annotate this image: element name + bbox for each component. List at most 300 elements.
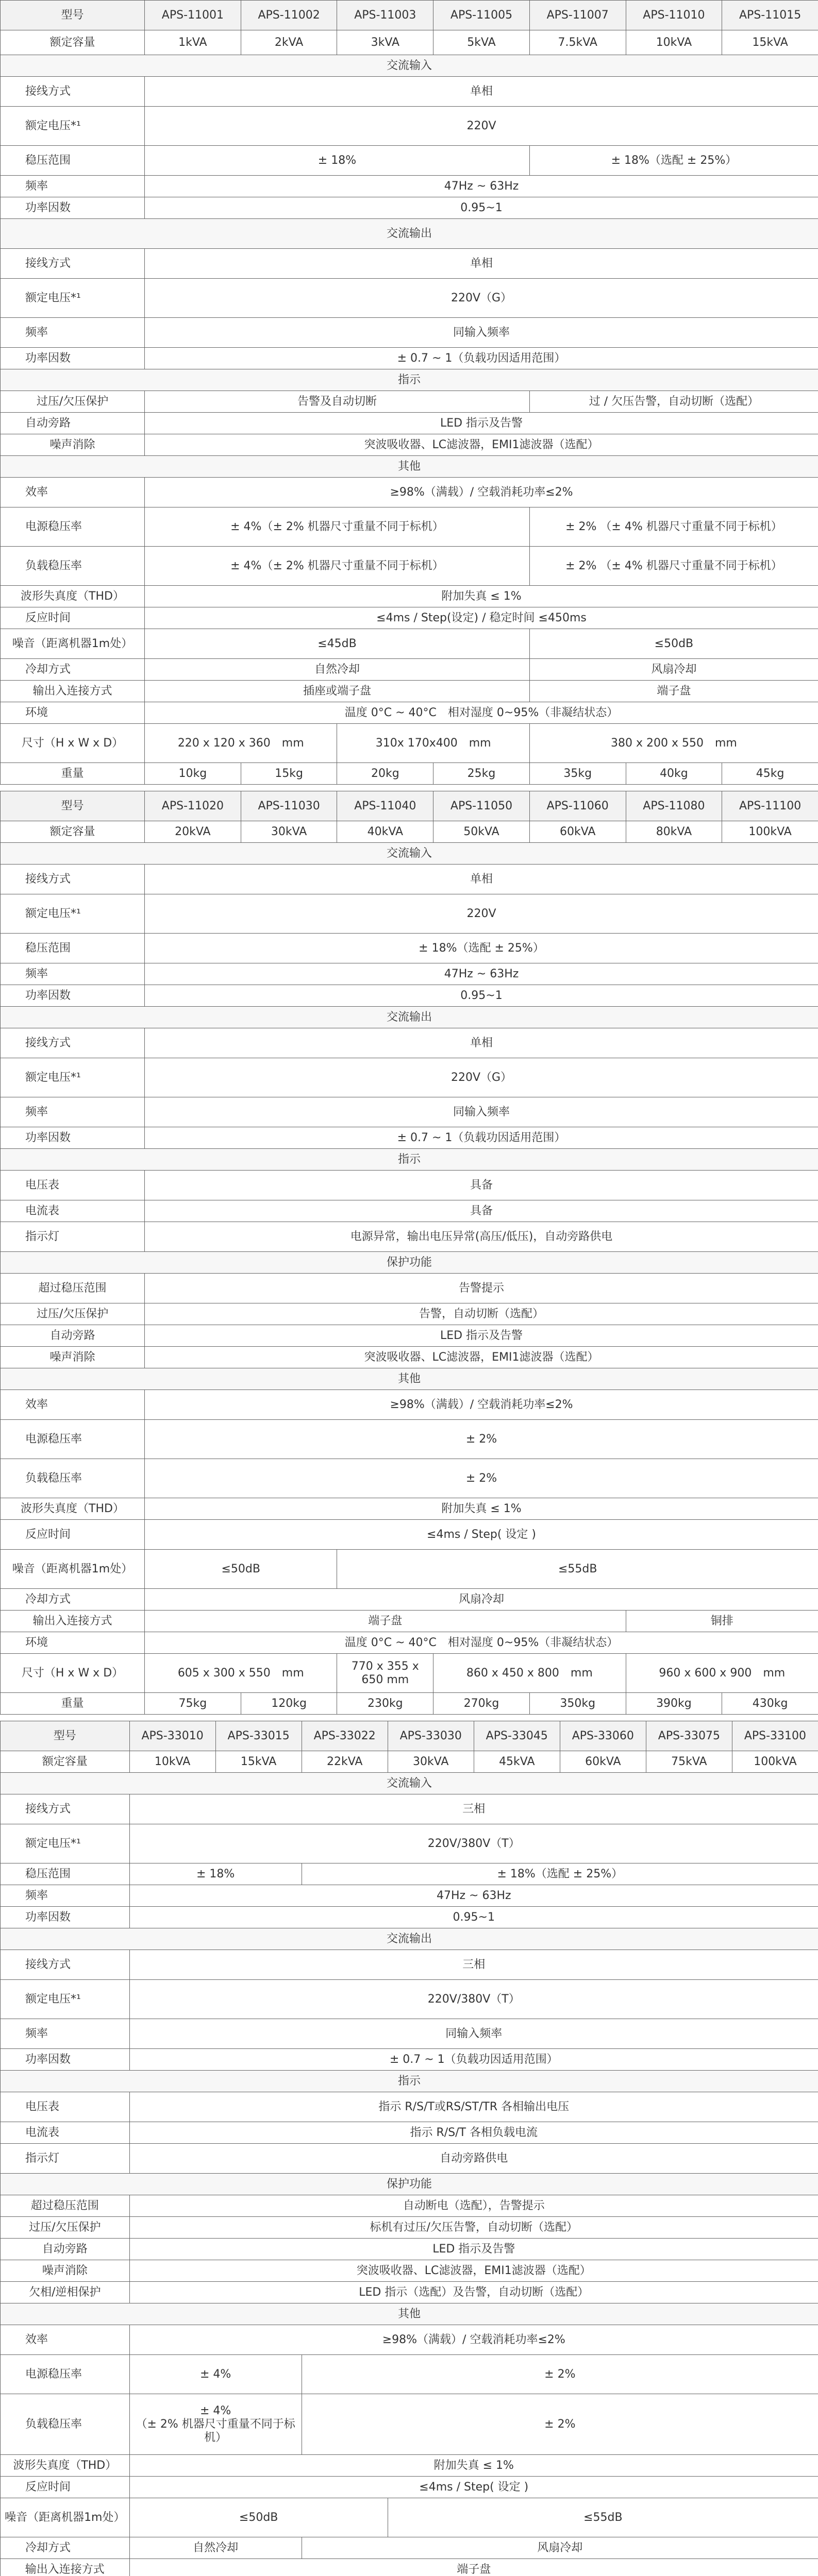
- spec-value: 风扇冷却: [302, 2537, 818, 2559]
- spec-row: [1, 1420, 818, 1459]
- spec-row: [1, 1222, 818, 1252]
- spec-label: 效率: [1, 2325, 130, 2355]
- spec-label: 波形失真度（THD）: [1, 2455, 130, 2477]
- spec-value: LED 指示及告警: [145, 413, 818, 434]
- spec-label: 波形失真度（THD）: [1, 1498, 145, 1520]
- spec-row: [1, 2260, 818, 2282]
- spec-row: [1, 681, 818, 702]
- spec-value: 突波吸收器、LC滤波器，EMI1滤波器（选配）: [129, 2260, 818, 2282]
- section-title: 交流输入: [1, 843, 818, 865]
- spec-value: ≤55dB: [337, 1550, 818, 1589]
- spec-row: [1, 702, 818, 724]
- spec-value: 40kVA: [337, 821, 433, 843]
- section-title: 保护功能: [1, 2174, 818, 2195]
- spec-row: [1, 2498, 818, 2537]
- spec-label: 负载稳压率: [1, 547, 145, 586]
- section-header-row: [1, 2174, 818, 2195]
- spec-value: ≤4ms / Step(设定) / 稳定时间 ≤450ms: [145, 607, 818, 629]
- spec-label: 额定容量: [1, 30, 145, 55]
- spec-value: APS-11080: [626, 791, 722, 821]
- spec-value: 350kg: [529, 1693, 626, 1715]
- spec-value: 告警及自动切断: [145, 391, 530, 413]
- spec-row: [1, 1611, 818, 1632]
- spec-row: [1, 1824, 818, 1863]
- spec-value: 3kVA: [337, 30, 433, 55]
- spec-row: [1, 107, 818, 146]
- spec-value: 附加失真 ≤ 1%: [145, 1498, 818, 1520]
- spec-value: 单相: [145, 1028, 818, 1058]
- spec-label: 接线方式: [1, 1950, 130, 1980]
- spec-value: 标机有过压/欠压告警，自动切断（选配）: [129, 2217, 818, 2239]
- spec-row: [1, 1520, 818, 1550]
- spec-value: 605 x 300 x 550 mm: [145, 1654, 337, 1693]
- spec-label: 自动旁路: [1, 413, 145, 434]
- spec-label: 额定电压*¹: [1, 279, 145, 318]
- spec-value: ≥98%（满载）/ 空载消耗功率≤2%: [145, 478, 818, 507]
- spec-row: [1, 1459, 818, 1498]
- spec-row: [1, 1794, 818, 1824]
- spec-row: [1, 1303, 818, 1325]
- spec-value: ≥98%（满载）/ 空载消耗功率≤2%: [145, 1390, 818, 1420]
- spec-value: 60kVA: [529, 821, 626, 843]
- spec-label: 接线方式: [1, 865, 145, 894]
- model-header-row: [1, 1721, 818, 1751]
- spec-label: 噪声消除: [1, 1347, 145, 1368]
- spec-row: [1, 2477, 818, 2498]
- spec-row: [1, 894, 818, 934]
- spec-label: 指示灯: [1, 2144, 130, 2174]
- section-title: 其他: [1, 2303, 818, 2325]
- spec-label: 型号: [1, 1721, 130, 1751]
- spec-value: 同输入频率: [145, 1097, 818, 1127]
- spec-row: [1, 763, 818, 785]
- spec-row: [1, 2144, 818, 2174]
- spec-value: 220V（G）: [145, 1058, 818, 1097]
- spec-value: 自动旁路供电: [129, 2144, 818, 2174]
- spec-row: [1, 1200, 818, 1222]
- spec-label: 频率: [1, 2019, 130, 2049]
- spec-row: [1, 547, 818, 586]
- spec-label: 频率: [1, 1097, 145, 1127]
- spec-label: 稳压范围: [1, 934, 145, 963]
- section-header-row: [1, 456, 818, 478]
- spec-row: [1, 1654, 818, 1693]
- spec-label: 冷却方式: [1, 1589, 145, 1611]
- spec-value: 15kVA: [215, 1751, 302, 1773]
- spec-value: ± 4%（± 2% 机器尺寸重量不同于标机）: [145, 547, 530, 586]
- section-title: 交流输出: [1, 219, 818, 249]
- spec-label: 额定电压*¹: [1, 894, 145, 934]
- spec-row: [1, 985, 818, 1007]
- spec-value: ± 0.7 ~ 1（负载功因适用范围）: [129, 2049, 818, 2071]
- spec-value: ± 18%（选配 ± 25%）: [529, 146, 818, 176]
- spec-value: 0.95~1: [145, 197, 818, 219]
- spec-row: [1, 434, 818, 456]
- spec-value: 230kg: [337, 1693, 433, 1715]
- spec-value: 15kVA: [722, 30, 818, 55]
- spec-row: [1, 478, 818, 507]
- spec-label: 超过稳压范围: [1, 2195, 130, 2217]
- spec-label: 噪音（距离机器1m处）: [1, 629, 145, 659]
- spec-value: 45kg: [722, 763, 818, 785]
- spec-row: [1, 607, 818, 629]
- spec-value: 风扇冷却: [145, 1589, 818, 1611]
- spec-value: 单相: [145, 249, 818, 279]
- section-title: 其他: [1, 456, 818, 478]
- spec-value: APS-11005: [433, 1, 530, 30]
- spec-row: [1, 1325, 818, 1347]
- table-gap: [0, 785, 818, 791]
- spec-value: ± 2%: [145, 1459, 818, 1498]
- spec-value: ± 18%（选配 ± 25%）: [145, 934, 818, 963]
- spec-label: 型号: [1, 1, 145, 30]
- spec-value: ± 2% （± 4% 机器尺寸重量不同于标机）: [529, 507, 818, 547]
- spec-label: 自动旁路: [1, 2239, 130, 2260]
- spec-value: APS-33060: [560, 1721, 646, 1751]
- spec-label: 功率因数: [1, 985, 145, 1007]
- spec-value: APS-11002: [241, 1, 337, 30]
- spec-label: 效率: [1, 1390, 145, 1420]
- spec-value: 7.5kVA: [529, 30, 626, 55]
- spec-value: APS-11015: [722, 1, 818, 30]
- model-header-row: [1, 1, 818, 30]
- spec-value: 突波吸收器、LC滤波器，EMI1滤波器（选配）: [145, 434, 818, 456]
- spec-value: ± 2%: [302, 2355, 818, 2394]
- spec-row: [1, 77, 818, 107]
- spec-value: LED 指示及告警: [129, 2239, 818, 2260]
- spec-value: 自动断电（选配），告警提示: [129, 2195, 818, 2217]
- spec-label: 稳压范围: [1, 146, 145, 176]
- spec-value: 22kVA: [302, 1751, 388, 1773]
- spec-label: 尺寸（H x W x D）: [1, 724, 145, 763]
- spec-value: 270kg: [433, 1693, 530, 1715]
- spec-value: 突波吸收器、LC滤波器，EMI1滤波器（选配）: [145, 1347, 818, 1368]
- spec-label: 电源稳压率: [1, 507, 145, 547]
- spec-label: 重量: [1, 763, 145, 785]
- spec-row: [1, 1498, 818, 1520]
- spec-label: 噪声消除: [1, 2260, 130, 2282]
- spec-label: 输出入连接方式: [1, 1611, 145, 1632]
- spec-value: 10kg: [145, 763, 241, 785]
- spec-value: APS-33030: [388, 1721, 474, 1751]
- spec-value: APS-33022: [302, 1721, 388, 1751]
- spec-label: 波形失真度（THD）: [1, 586, 145, 607]
- spec-value: APS-11010: [626, 1, 722, 30]
- spec-value: APS-33075: [646, 1721, 732, 1751]
- section-title: 指示: [1, 1149, 818, 1171]
- spec-label: 接线方式: [1, 77, 145, 107]
- section-header-row: [1, 55, 818, 77]
- spec-value: 单相: [145, 865, 818, 894]
- spec-value: 告警提示: [145, 1274, 818, 1303]
- spec-value: 具备: [145, 1171, 818, 1200]
- spec-value: 5kVA: [433, 30, 530, 55]
- spec-value: 过 / 欠压告警，自动切断（选配）: [529, 391, 818, 413]
- spec-row: [1, 1980, 818, 2019]
- spec-value: APS-33045: [474, 1721, 560, 1751]
- spec-value: APS-33010: [129, 1721, 215, 1751]
- spec-value: 47Hz ~ 63Hz: [129, 1885, 818, 1907]
- section-title: 交流输出: [1, 1007, 818, 1028]
- spec-value: 附加失真 ≤ 1%: [129, 2455, 818, 2477]
- spec-value: APS-11050: [433, 791, 530, 821]
- section-header-row: [1, 2303, 818, 2325]
- spec-value: 端子盘: [129, 2559, 818, 2576]
- spec-value: 风扇冷却: [529, 659, 818, 681]
- spec-row: [1, 348, 818, 369]
- spec-value: ≤50dB: [145, 1550, 337, 1589]
- spec-row: [1, 1693, 818, 1715]
- spec-value: ≤50dB: [129, 2498, 388, 2537]
- spec-label: 额定电压*¹: [1, 1824, 130, 1863]
- spec-value: 三相: [129, 1950, 818, 1980]
- section-title: 保护功能: [1, 1252, 818, 1274]
- spec-label: 功率因数: [1, 348, 145, 369]
- spec-row: [1, 318, 818, 348]
- spec-label: 过压/欠压保护: [1, 391, 145, 413]
- spec-label: 电源稳压率: [1, 2355, 130, 2394]
- spec-value: 47Hz ~ 63Hz: [145, 176, 818, 197]
- spec-value: 15kg: [241, 763, 337, 785]
- spec-label: 环境: [1, 1632, 145, 1654]
- spec-label: 输出入连接方式: [1, 681, 145, 702]
- spec-value: ± 18%（选配 ± 25%）: [302, 1863, 818, 1885]
- spec-label: 欠相/逆相保护: [1, 2282, 130, 2303]
- spec-row: [1, 2019, 818, 2049]
- spec-value: ± 4% （± 2% 机器尺寸重量不同于标机）: [129, 2394, 302, 2455]
- spec-value: 附加失真 ≤ 1%: [145, 586, 818, 607]
- spec-label: 稳压范围: [1, 1863, 130, 1885]
- spec-value: 770 x 355 x 650 mm: [337, 1654, 433, 1693]
- spec-table-three-phase-10-100kva: [0, 1721, 818, 2576]
- spec-row: [1, 197, 818, 219]
- spec-row: [1, 1751, 818, 1773]
- spec-label: 额定电压*¹: [1, 1980, 130, 2019]
- table-gap: [0, 1715, 818, 1721]
- spec-label: 冷却方式: [1, 2537, 130, 2559]
- spec-label: 噪声消除: [1, 434, 145, 456]
- section-header-row: [1, 1149, 818, 1171]
- spec-row: [1, 2195, 818, 2217]
- spec-row: [1, 1885, 818, 1907]
- spec-label: 接线方式: [1, 1028, 145, 1058]
- spec-value: 80kVA: [626, 821, 722, 843]
- spec-label: 频率: [1, 963, 145, 985]
- spec-label: 额定容量: [1, 1751, 130, 1773]
- section-title: 交流输出: [1, 1928, 818, 1950]
- spec-value: 60kVA: [560, 1751, 646, 1773]
- section-header-row: [1, 219, 818, 249]
- spec-value: ± 4%（± 2% 机器尺寸重量不同于标机）: [145, 507, 530, 547]
- spec-label: 电压表: [1, 1171, 145, 1200]
- spec-value: ± 0.7 ~ 1（负载功因适用范围）: [145, 348, 818, 369]
- section-title: 指示: [1, 369, 818, 391]
- spec-value: ± 2% （± 4% 机器尺寸重量不同于标机）: [529, 547, 818, 586]
- spec-label: 反应时间: [1, 2477, 130, 2498]
- spec-value: APS-11007: [529, 1, 626, 30]
- spec-label: 输出入连接方式: [1, 2559, 130, 2576]
- spec-label: 负载稳压率: [1, 1459, 145, 1498]
- spec-value: LED 指示（选配）及告警，自动切断（选配）: [129, 2282, 818, 2303]
- spec-value: 单相: [145, 77, 818, 107]
- spec-value: 380 x 200 x 550 mm: [529, 724, 818, 763]
- spec-value: 0.95~1: [145, 985, 818, 1007]
- spec-row: [1, 507, 818, 547]
- spec-row: [1, 176, 818, 197]
- spec-row: [1, 1097, 818, 1127]
- spec-row: [1, 586, 818, 607]
- spec-value: 指示 R/S/T或RS/ST/TR 各相输出电压: [129, 2092, 818, 2122]
- spec-label: 频率: [1, 176, 145, 197]
- spec-label: 额定电压*¹: [1, 1058, 145, 1097]
- spec-row: [1, 2092, 818, 2122]
- spec-value: 390kg: [626, 1693, 722, 1715]
- spec-value: 同输入频率: [145, 318, 818, 348]
- spec-label: 额定容量: [1, 821, 145, 843]
- spec-row: [1, 963, 818, 985]
- spec-row: [1, 629, 818, 659]
- spec-value: 告警，自动切断（选配）: [145, 1303, 818, 1325]
- section-title: 其他: [1, 1368, 818, 1390]
- section-title: 指示: [1, 2071, 818, 2092]
- spec-value: 端子盘: [529, 681, 818, 702]
- spec-label: 型号: [1, 791, 145, 821]
- spec-row: [1, 1632, 818, 1654]
- spec-row: [1, 1589, 818, 1611]
- spec-value: 插座或端子盘: [145, 681, 530, 702]
- spec-row: [1, 146, 818, 176]
- spec-value: ≤50dB: [529, 629, 818, 659]
- spec-value: 温度 0°C ~ 40°C 相对湿度 0~95%（非凝结状态）: [145, 702, 818, 724]
- spec-label: 接线方式: [1, 1794, 130, 1824]
- spec-value: 220V: [145, 107, 818, 146]
- spec-value: 温度 0°C ~ 40°C 相对湿度 0~95%（非凝结状态）: [145, 1632, 818, 1654]
- spec-label: 环境: [1, 702, 145, 724]
- spec-value: 10kVA: [626, 30, 722, 55]
- spec-label: 负载稳压率: [1, 2394, 130, 2455]
- spec-value: ± 2%: [302, 2394, 818, 2455]
- spec-row: [1, 865, 818, 894]
- section-header-row: [1, 1928, 818, 1950]
- section-header-row: [1, 843, 818, 865]
- spec-value: 指示 R/S/T 各相负载电流: [129, 2122, 818, 2144]
- spec-label: 噪音（距离机器1m处）: [1, 1550, 145, 1589]
- spec-value: APS-33015: [215, 1721, 302, 1751]
- spec-row: [1, 1390, 818, 1420]
- spec-value: 具备: [145, 1200, 818, 1222]
- spec-row: [1, 2455, 818, 2477]
- spec-value: ≤4ms / Step( 设定 ): [145, 1520, 818, 1550]
- spec-row: [1, 1550, 818, 1589]
- spec-value: ≥98%（满载）/ 空载消耗功率≤2%: [129, 2325, 818, 2355]
- spec-value: APS-11060: [529, 791, 626, 821]
- spec-label: 电源稳压率: [1, 1420, 145, 1459]
- spec-row: [1, 1171, 818, 1200]
- spec-value: 三相: [129, 1794, 818, 1824]
- spec-row: [1, 2282, 818, 2303]
- spec-row: [1, 249, 818, 279]
- spec-row: [1, 2122, 818, 2144]
- spec-row: [1, 2394, 818, 2455]
- spec-value: ± 2%: [145, 1420, 818, 1459]
- spec-value: 960 x 600 x 900 mm: [626, 1654, 818, 1693]
- spec-value: 45kVA: [474, 1751, 560, 1773]
- spec-value: ± 0.7 ~ 1（负载功因适用范围）: [145, 1127, 818, 1149]
- section-header-row: [1, 1007, 818, 1028]
- spec-value: APS-11003: [337, 1, 433, 30]
- spec-value: 自然冷却: [129, 2537, 302, 2559]
- spec-label: 功率因数: [1, 1907, 130, 1928]
- spec-value: 端子盘: [145, 1611, 626, 1632]
- spec-label: 功率因数: [1, 2049, 130, 2071]
- spec-row: [1, 2239, 818, 2260]
- section-header-row: [1, 369, 818, 391]
- spec-row: [1, 934, 818, 963]
- spec-label: 尺寸（H x W x D）: [1, 1654, 145, 1693]
- spec-row: [1, 1028, 818, 1058]
- spec-label: 频率: [1, 318, 145, 348]
- model-header-row: [1, 791, 818, 821]
- section-header-row: [1, 2071, 818, 2092]
- spec-value: LED 指示及告警: [145, 1325, 818, 1347]
- spec-value: 100kVA: [732, 1751, 818, 1773]
- spec-label: 噪音（距离机器1m处）: [1, 2498, 130, 2537]
- spec-value: APS-11040: [337, 791, 433, 821]
- spec-value: APS-11100: [722, 791, 818, 821]
- spec-row: [1, 1058, 818, 1097]
- spec-value: APS-33100: [732, 1721, 818, 1751]
- spec-value: ± 18%: [129, 1863, 302, 1885]
- spec-label: 接线方式: [1, 249, 145, 279]
- spec-value: 铜排: [626, 1611, 818, 1632]
- spec-value: ≤55dB: [388, 2498, 818, 2537]
- spec-label: 过压/欠压保护: [1, 1303, 145, 1325]
- spec-row: [1, 659, 818, 681]
- spec-label: 电流表: [1, 1200, 145, 1222]
- spec-row: [1, 2049, 818, 2071]
- spec-label: 频率: [1, 1885, 130, 1907]
- spec-row: [1, 1907, 818, 1928]
- section-header-row: [1, 1368, 818, 1390]
- spec-value: 40kg: [626, 763, 722, 785]
- spec-value: APS-11020: [145, 791, 241, 821]
- spec-value: 电源异常，输出电压异常(高压/低压)，自动旁路供电: [145, 1222, 818, 1252]
- spec-row: [1, 2537, 818, 2559]
- spec-value: 860 x 450 x 800 mm: [433, 1654, 626, 1693]
- spec-value: 220 x 120 x 360 mm: [145, 724, 337, 763]
- spec-row: [1, 821, 818, 843]
- spec-value: 30kVA: [388, 1751, 474, 1773]
- spec-value: 1kVA: [145, 30, 241, 55]
- spec-row: [1, 413, 818, 434]
- spec-value: 2kVA: [241, 30, 337, 55]
- spec-row: [1, 279, 818, 318]
- spec-label: 过压/欠压保护: [1, 2217, 130, 2239]
- spec-label: 电压表: [1, 2092, 130, 2122]
- spec-label: 额定电压*¹: [1, 107, 145, 146]
- spec-value: 220V/380V（T）: [129, 1824, 818, 1863]
- spec-value: 同输入频率: [129, 2019, 818, 2049]
- spec-row: [1, 1274, 818, 1303]
- section-header-row: [1, 1252, 818, 1274]
- spec-row: [1, 1863, 818, 1885]
- spec-row: [1, 724, 818, 763]
- spec-label: 反应时间: [1, 1520, 145, 1550]
- spec-row: [1, 391, 818, 413]
- spec-value: 20kVA: [145, 821, 241, 843]
- spec-value: ≤4ms / Step( 设定 ): [129, 2477, 818, 2498]
- spec-value: 20kg: [337, 763, 433, 785]
